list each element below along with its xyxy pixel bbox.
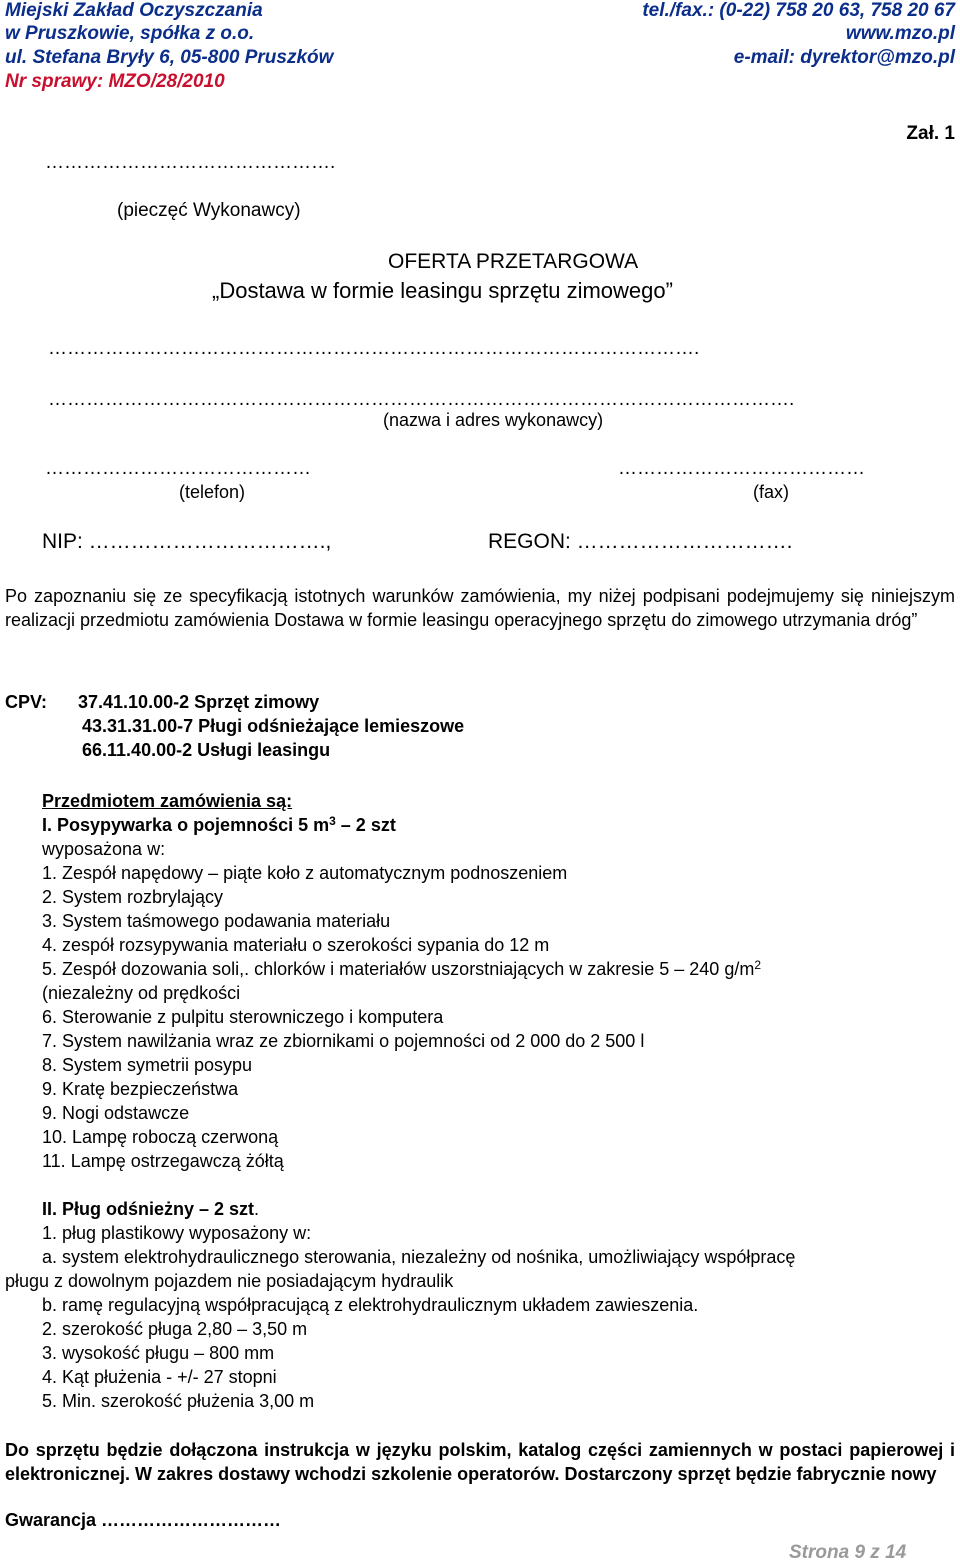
website-link[interactable]: www.mzo.pl xyxy=(845,23,955,44)
company-name-line1: Miejski Zakład Oczyszczania xyxy=(5,0,263,21)
item1-title-text: I. Posypywarka o pojemności 5 m xyxy=(42,815,330,835)
company-address: ul. Stefana Bryły 6, 05-800 Pruszków xyxy=(5,47,334,68)
item1-feature: 8. System symetrii posypu xyxy=(42,1055,253,1075)
item2-title-text: II. Pług odśnieżny – 2 szt xyxy=(42,1199,255,1219)
item1-equipped-label: wyposażona w: xyxy=(42,839,166,859)
item1-feature: 9. Nogi odstawcze xyxy=(42,1103,190,1123)
item1-feature: 3. System taśmowego podawania materiału xyxy=(42,911,391,931)
page-number: Strona 9 z 14 xyxy=(789,1542,907,1563)
item1-title xyxy=(42,813,396,837)
item1-feature: 10. Lampę roboczą czerwoną xyxy=(42,1127,279,1147)
stamp-label: (pieczęć Wykonawcy) xyxy=(117,200,301,221)
item2-title xyxy=(42,1197,259,1221)
cpv-code: 66.11.40.00-2 Usługi leasingu xyxy=(82,740,331,760)
case-number: Nr sprawy: MZO/28/2010 xyxy=(5,71,225,92)
item1-feature: 11. Lampę ostrzegawczą żółtą xyxy=(42,1151,284,1171)
item1-feature: 1. Zespół napędowy – piąte koło z automatycznym podnoszeniem xyxy=(42,863,568,883)
item2-feature-a-line2: pługu z dowolnym pojazdem nie posiadającym hydraulik xyxy=(5,1271,454,1291)
cpv-code: 43.31.31.00-7 Pługi odśnieżające lemieszowe xyxy=(82,716,465,736)
nip-field: NIP: ……………………………., xyxy=(42,530,332,553)
warranty-field: Gwarancja ………………………… xyxy=(5,1510,282,1530)
item1-feature: 7. System nawilżania wraz ze zbiornikami o pojemności od 2 000 do 2 500 l xyxy=(42,1031,645,1051)
item1-title-sup: 3 xyxy=(329,814,336,828)
fax-dots: ………………………………… xyxy=(618,458,865,479)
phone-fax: tel./fax.: (0-22) 758 20 63, 758 20 67 xyxy=(642,0,955,21)
contractor-name-label: (nazwa i adres wykonawcy) xyxy=(383,410,604,430)
item1-feature: 6. Sterowanie z pulpitu sterowniczego i komputera xyxy=(42,1007,444,1027)
offer-subtitle: „Dostawa w formie leasingu sprzętu zimowego” xyxy=(212,278,673,303)
intro-paragraph: Po zapoznaniu się ze specyfikacją istotnych warunków zamówienia, my niżej podpisani podejmujemy się niniejszym realizacji przedmiotu zamówienia Dostawa w formie leasingu operacyjnego sprzętu do zimowego utrzymania dróg” xyxy=(5,586,955,630)
subject-heading: Przedmiotem zamówienia są: xyxy=(42,791,293,811)
item2-feature: 5. Min. szerokość płużenia 3,00 m xyxy=(42,1391,315,1411)
item2-feature-a-line1: a. system elektrohydraulicznego sterowania, niezależny od nośnika, umożliwiający współpracę xyxy=(42,1247,796,1267)
item1-feature: 9. Kratę bezpieczeństwa xyxy=(42,1079,239,1099)
item1-feature-5-text: 5. Zespół dozowania soli,. chlorków i materiałów uszorstniających w zakresie 5 – 240 g/m xyxy=(42,959,755,979)
item2-feature: 1. pług plastikowy wyposażony w: xyxy=(42,1223,312,1243)
item2-feature-b: b. ramę regulacyjną współpracującą z elektrohydraulicznym układem zawieszenia. xyxy=(42,1295,699,1315)
item2-feature: 2. szerokość pługa 2,80 – 3,50 m xyxy=(42,1319,308,1339)
item2-title-end: . xyxy=(254,1199,260,1219)
stamp-dots: ………………………………………. xyxy=(45,152,336,173)
attachment-label: Zał. 1 xyxy=(906,123,955,144)
phone-dots: …………………………………… xyxy=(45,458,311,479)
company-name-line2: w Pruszkowie, spółka z o.o. xyxy=(5,23,255,44)
fax-label: (fax) xyxy=(753,482,789,502)
item1-title-qty: – 2 szt xyxy=(335,815,396,835)
cpv-label: CPV: xyxy=(5,692,48,712)
offer-title: OFERTA PRZETARGOWA xyxy=(388,250,639,273)
phone-label: (telefon) xyxy=(179,482,246,502)
item2-feature: 3. wysokość pługu – 800 mm xyxy=(42,1343,275,1363)
item2-feature: 4. Kąt płużenia - +/- 27 stopni xyxy=(42,1367,277,1387)
item1-feature-5-cont: (niezależny od prędkości xyxy=(42,983,241,1003)
email-link[interactable]: e-mail: dyrektor@mzo.pl xyxy=(733,47,955,68)
item1-feature: 4. zespół rozsypywania materiału o szerokości sypania do 12 m xyxy=(42,935,550,955)
item1-feature-5-sup: 2 xyxy=(754,958,762,972)
item1-feature-5 xyxy=(42,957,761,981)
regon-field: REGON: …………………………. xyxy=(488,530,793,553)
contractor-dots-line2: ………………………………………………………………………………………………………. xyxy=(48,389,795,410)
cpv-code: 37.41.10.00-2 Sprzęt zimowy xyxy=(78,692,320,712)
item1-feature: 2. System rozbrylający xyxy=(42,887,224,907)
closing-paragraph: Do sprzętu będzie dołączona instrukcja w języku polskim, katalog części zamiennych w postaci papierowej i elektronicznej. W zakres dostawy wchodzi szkolenie operatorów. Dostarczony sprzęt będzie fabrycznie nowy xyxy=(5,1440,955,1484)
contractor-dots-line1: …………………………………………………………………………………………. xyxy=(48,338,700,359)
